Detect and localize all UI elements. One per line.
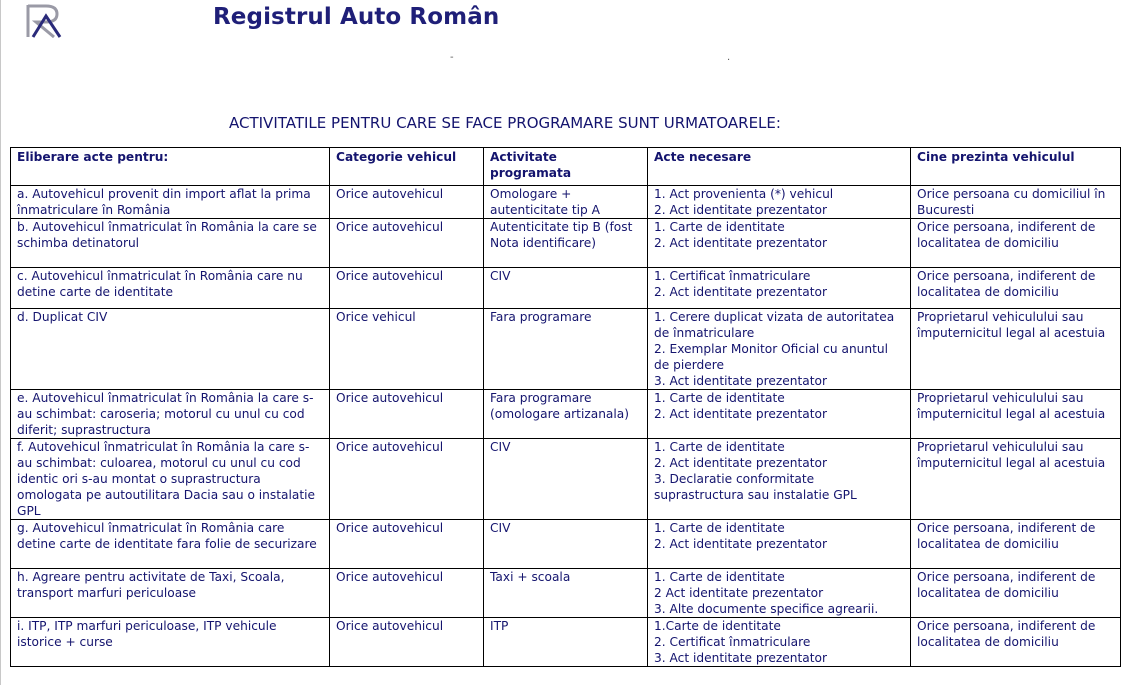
cell-eliberare: c. Autovehicul înmatriculat în România care nu detine carte de identitate [11, 268, 330, 309]
acte-item: 3. Declaratie conformitate suprastructura sau instalatie GPL [654, 472, 857, 502]
acte-item: 3. Act identitate prezentator [654, 374, 827, 388]
activities-table [10, 147, 1121, 667]
cell-activitate: Omologare + autenticitate tip A [484, 186, 648, 219]
cell-eliberare: d. Duplicat CIV [11, 309, 330, 390]
cell-categorie: Orice autovehicul [330, 439, 484, 520]
cell-acte [648, 186, 911, 219]
cell-cine: Orice persoana cu domiciliul în Bucuresti [911, 186, 1121, 219]
cell-activitate: Taxi + scoala [484, 569, 648, 618]
acte-item: 1. Certificat înmatriculare [654, 269, 811, 283]
cell-activitate: CIV [484, 520, 648, 569]
acte-item: 1. Carte de identitate [654, 570, 785, 584]
acte-item: 2. Act identitate prezentator [654, 285, 827, 299]
cell-categorie: Orice autovehicul [330, 219, 484, 268]
cell-categorie: Orice autovehicul [330, 569, 484, 618]
acte-item: 3. Act identitate prezentator [654, 651, 827, 665]
acte-item: 1. Carte de identitate [654, 220, 785, 234]
table-row [11, 618, 1121, 667]
cell-acte [648, 268, 911, 309]
table-row [11, 520, 1121, 569]
column-header-acte: Acte necesare [648, 148, 911, 186]
acte-item: 2. Exemplar Monitor Oficial cu anuntul de pierdere [654, 342, 889, 372]
cell-cine: Proprietarul vehiculului sau împuternicitul legal al acestuia [911, 390, 1121, 439]
cell-acte [648, 520, 911, 569]
cell-eliberare: f. Autovehicul înmatriculat în România la care s-au schimbat: culoarea, motorul cu unul cu cod identic ori s-au montat o suprastructura omologata pe autoutilitara Dacia sau o instalatie GPL [11, 439, 330, 520]
table-row [11, 268, 1121, 309]
acte-item: 2. Act identitate prezentator [654, 203, 827, 217]
acte-item: 2. Act identitate prezentator [654, 456, 827, 470]
cell-eliberare: g. Autovehicul înmatriculat în România care detine carte de identitate fara folie de securizare [11, 520, 330, 569]
cell-eliberare: a. Autovehicul provenit din import aflat la prima înmatriculare în România [11, 186, 330, 219]
cell-acte [648, 390, 911, 439]
table-row [11, 569, 1121, 618]
cell-activitate: ITP [484, 618, 648, 667]
cell-cine: Orice persoana, indiferent de localitatea de domiciliu [911, 569, 1121, 618]
cell-acte [648, 569, 911, 618]
table-header-row [11, 148, 1121, 186]
cell-cine: Orice persoana, indiferent de localitatea de domiciliu [911, 268, 1121, 309]
cell-eliberare: h. Agreare pentru activitate de Taxi, Scoala, transport marfuri periculoase [11, 569, 330, 618]
acte-item: 2. Act identitate prezentator [654, 236, 827, 250]
cell-cine: Proprietarul vehiculului sau împuternicitul legal al acestuia [911, 439, 1121, 520]
column-header-cine: Cine prezinta vehiculul [911, 148, 1121, 186]
column-header-activitate: Activitate programata [484, 148, 648, 186]
acte-item: 1.Carte de identitate [654, 619, 781, 633]
cell-categorie: Orice vehicul [330, 309, 484, 390]
cell-activitate: Fara programare [484, 309, 648, 390]
separator-mark: . [727, 52, 731, 63]
cell-activitate: Fara programare (omologare artizanala) [484, 390, 648, 439]
separator-mark: - [450, 52, 454, 63]
acte-item: 1. Carte de identitate [654, 440, 785, 454]
cell-activitate: Autenticitate tip B (fost Nota identificare) [484, 219, 648, 268]
cell-eliberare: i. ITP, ITP marfuri periculoase, ITP vehicule istorice + curse [11, 618, 330, 667]
page-heading: ACTIVITATILE PENTRU CARE SE FACE PROGRAMARE SUNT URMATOARELE: [229, 114, 781, 132]
column-header-eliberare: Eliberare acte pentru: [11, 148, 330, 186]
column-header-categorie: Categorie vehicul [330, 148, 484, 186]
cell-cine: Orice persoana, indiferent de localitatea de domiciliu [911, 618, 1121, 667]
acte-item: 1. Cerere duplicat vizata de autoritatea de înmatriculare [654, 310, 895, 340]
acte-item: 1. Carte de identitate [654, 391, 785, 405]
table-row [11, 439, 1121, 520]
left-border-rule [0, 0, 1, 685]
brand-title: Registrul Auto Român [213, 4, 500, 30]
acte-item: 1. Carte de identitate [654, 521, 785, 535]
cell-acte [648, 309, 911, 390]
cell-activitate: CIV [484, 439, 648, 520]
rar-logo-icon [24, 4, 66, 38]
acte-item: 2. Act identitate prezentator [654, 537, 827, 551]
cell-cine: Orice persoana, indiferent de localitatea de domiciliu [911, 219, 1121, 268]
table-row [11, 390, 1121, 439]
cell-eliberare: e. Autovehicul înmatriculat în România la care s-au schimbat: caroseria; motorul cu unul cu cod diferit; suprastructura [11, 390, 330, 439]
cell-eliberare: b. Autovehicul înmatriculat în România la care se schimba detinatorul [11, 219, 330, 268]
acte-item: 2 Act identitate prezentator [654, 586, 824, 600]
cell-categorie: Orice autovehicul [330, 520, 484, 569]
cell-acte [648, 439, 911, 520]
table-row [11, 309, 1121, 390]
cell-categorie: Orice autovehicul [330, 268, 484, 309]
acte-item: 1. Act provenienta (*) vehicul [654, 187, 834, 201]
cell-categorie: Orice autovehicul [330, 186, 484, 219]
acte-item: 2. Act identitate prezentator [654, 407, 827, 421]
cell-cine: Proprietarul vehiculului sau împuternicitul legal al acestuia [911, 309, 1121, 390]
cell-categorie: Orice autovehicul [330, 618, 484, 667]
cell-acte [648, 618, 911, 667]
cell-categorie: Orice autovehicul [330, 390, 484, 439]
acte-item: 2. Certificat înmatriculare [654, 635, 811, 649]
cell-cine: Orice persoana, indiferent de localitatea de domiciliu [911, 520, 1121, 569]
acte-item: 3. Alte documente specifice agrearii. [654, 602, 879, 616]
table-row [11, 186, 1121, 219]
table-row [11, 219, 1121, 268]
cell-acte [648, 219, 911, 268]
cell-activitate: CIV [484, 268, 648, 309]
